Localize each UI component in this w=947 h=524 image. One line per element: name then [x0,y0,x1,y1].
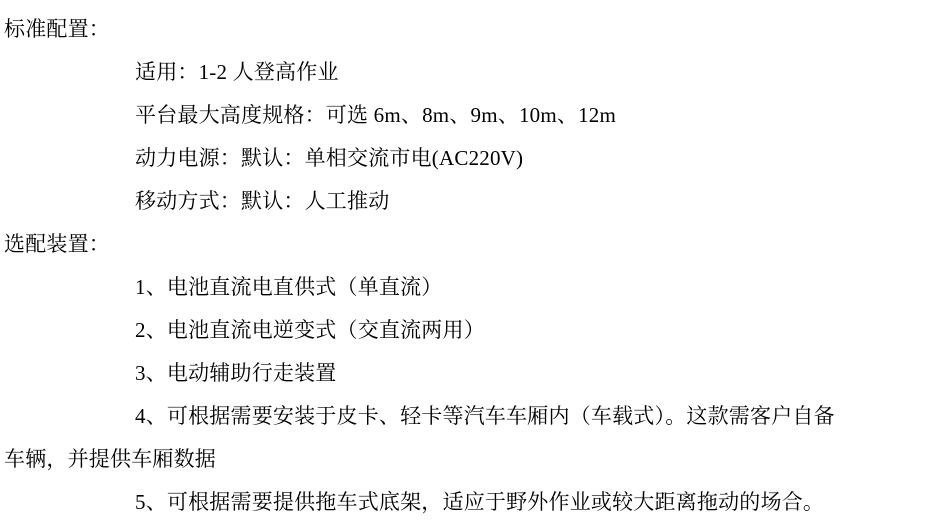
optional-device-item-3: 3、电动辅助行走装置 [135,361,337,385]
section-heading-standard-config: 标准配置： [4,17,110,41]
section-heading-optional-devices: 选配装置： [4,232,110,256]
standard-config-item-max-height: 平台最大高度规格：可选 6m、8m、9m、10m、12m [135,103,617,127]
optional-device-item-5: 5、可根据需要提供拖车式底架，适应于野外作业或较大距离拖动的场合。 [135,490,825,514]
optional-device-item-4: 4、可根据需要安装于皮卡、轻卡等汽车车厢内（车载式）。这款需客户自备 [135,404,835,428]
standard-config-item-power-supply: 动力电源：默认：单相交流市电(AC220V) [135,146,524,170]
optional-device-item-2: 2、电池直流电逆变式（交直流两用） [135,318,485,342]
standard-config-item-application: 适用：1-2 人登高作业 [135,60,339,84]
optional-device-item-4-continued: 车辆，并提供车厢数据 [4,447,216,471]
optional-device-item-1: 1、电池直流电直供式（单直流） [135,275,443,299]
standard-config-item-movement: 移动方式：默认：人工推动 [135,189,390,213]
